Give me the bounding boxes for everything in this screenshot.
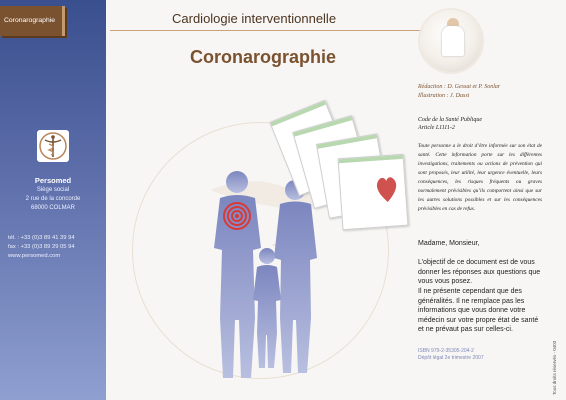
company-address-3: 68000 COLMAR bbox=[30, 205, 76, 211]
letter-greeting: Madame, Monsieur, bbox=[418, 240, 480, 247]
company-address-1: Siège social bbox=[36, 187, 70, 193]
doctor-photo bbox=[420, 10, 482, 72]
credits bbox=[418, 83, 500, 101]
rights-notice: Tous droits réservés - 0403 bbox=[552, 340, 557, 395]
legal-deposit: Dépôt légal 2e trimestre 2007 bbox=[418, 355, 484, 361]
header-divider bbox=[110, 30, 428, 31]
company-website[interactable]: www.persomed.com bbox=[8, 253, 61, 259]
company-phone: tél. : +33 (0)3 89 41 39 94 bbox=[8, 235, 75, 241]
header-title: Cardiologie interventionnelle bbox=[172, 11, 337, 26]
category-tag bbox=[0, 6, 65, 36]
legal-code-article: Article L1111-2 bbox=[418, 125, 455, 131]
heart-icon bbox=[374, 173, 400, 205]
isbn-info bbox=[418, 348, 484, 362]
credits-illustration: Illustration : J. Dassi bbox=[418, 93, 470, 99]
legal-code-title: Code de la Santé Publique bbox=[418, 117, 482, 123]
credits-redaction: Rédaction : D. Gessat et P. Sonlar bbox=[418, 84, 501, 90]
document-title: Coronarographie bbox=[190, 47, 337, 67]
brochure-page-4 bbox=[338, 154, 409, 230]
company-fax: fax : +33 (0)3 89 29 05 94 bbox=[8, 244, 75, 250]
letter-paragraph-2: Il ne présente cependant que des généralités. Il ne remplace pas les informations que vous donne votre médecin sur votre propre état de santé et ne prévaut pas sur celles-ci. bbox=[418, 288, 539, 333]
isbn-number: ISBN 979-2-35305-204-2 bbox=[418, 348, 474, 354]
category-tag-label: Coronarographie bbox=[4, 17, 56, 24]
persomed-logo bbox=[37, 130, 69, 162]
company-name: Persomed bbox=[34, 176, 72, 185]
caduceus-icon bbox=[37, 130, 69, 162]
letter-paragraph-1: L’objectif de ce document est de vous donner les réponses aux questions que vous vous posez. bbox=[418, 259, 541, 285]
legal-code bbox=[418, 116, 482, 132]
legal-intro-text: Toute personne a le droit d’être informée sur son état de santé. Cette information porte sur les différentes investigations, traitements ou actions de prévention qui sont proposés, leur utilité, leur urgence éventuelle, leurs conséquences, les risques fréquents ou graves normalement prévisibles qu’ils comportent ainsi que sur les autres solutions possibles et sur les conséquences prévisibles en cas de refus. bbox=[418, 143, 542, 212]
company-address-2: 2 rue de la concorde bbox=[25, 196, 81, 202]
